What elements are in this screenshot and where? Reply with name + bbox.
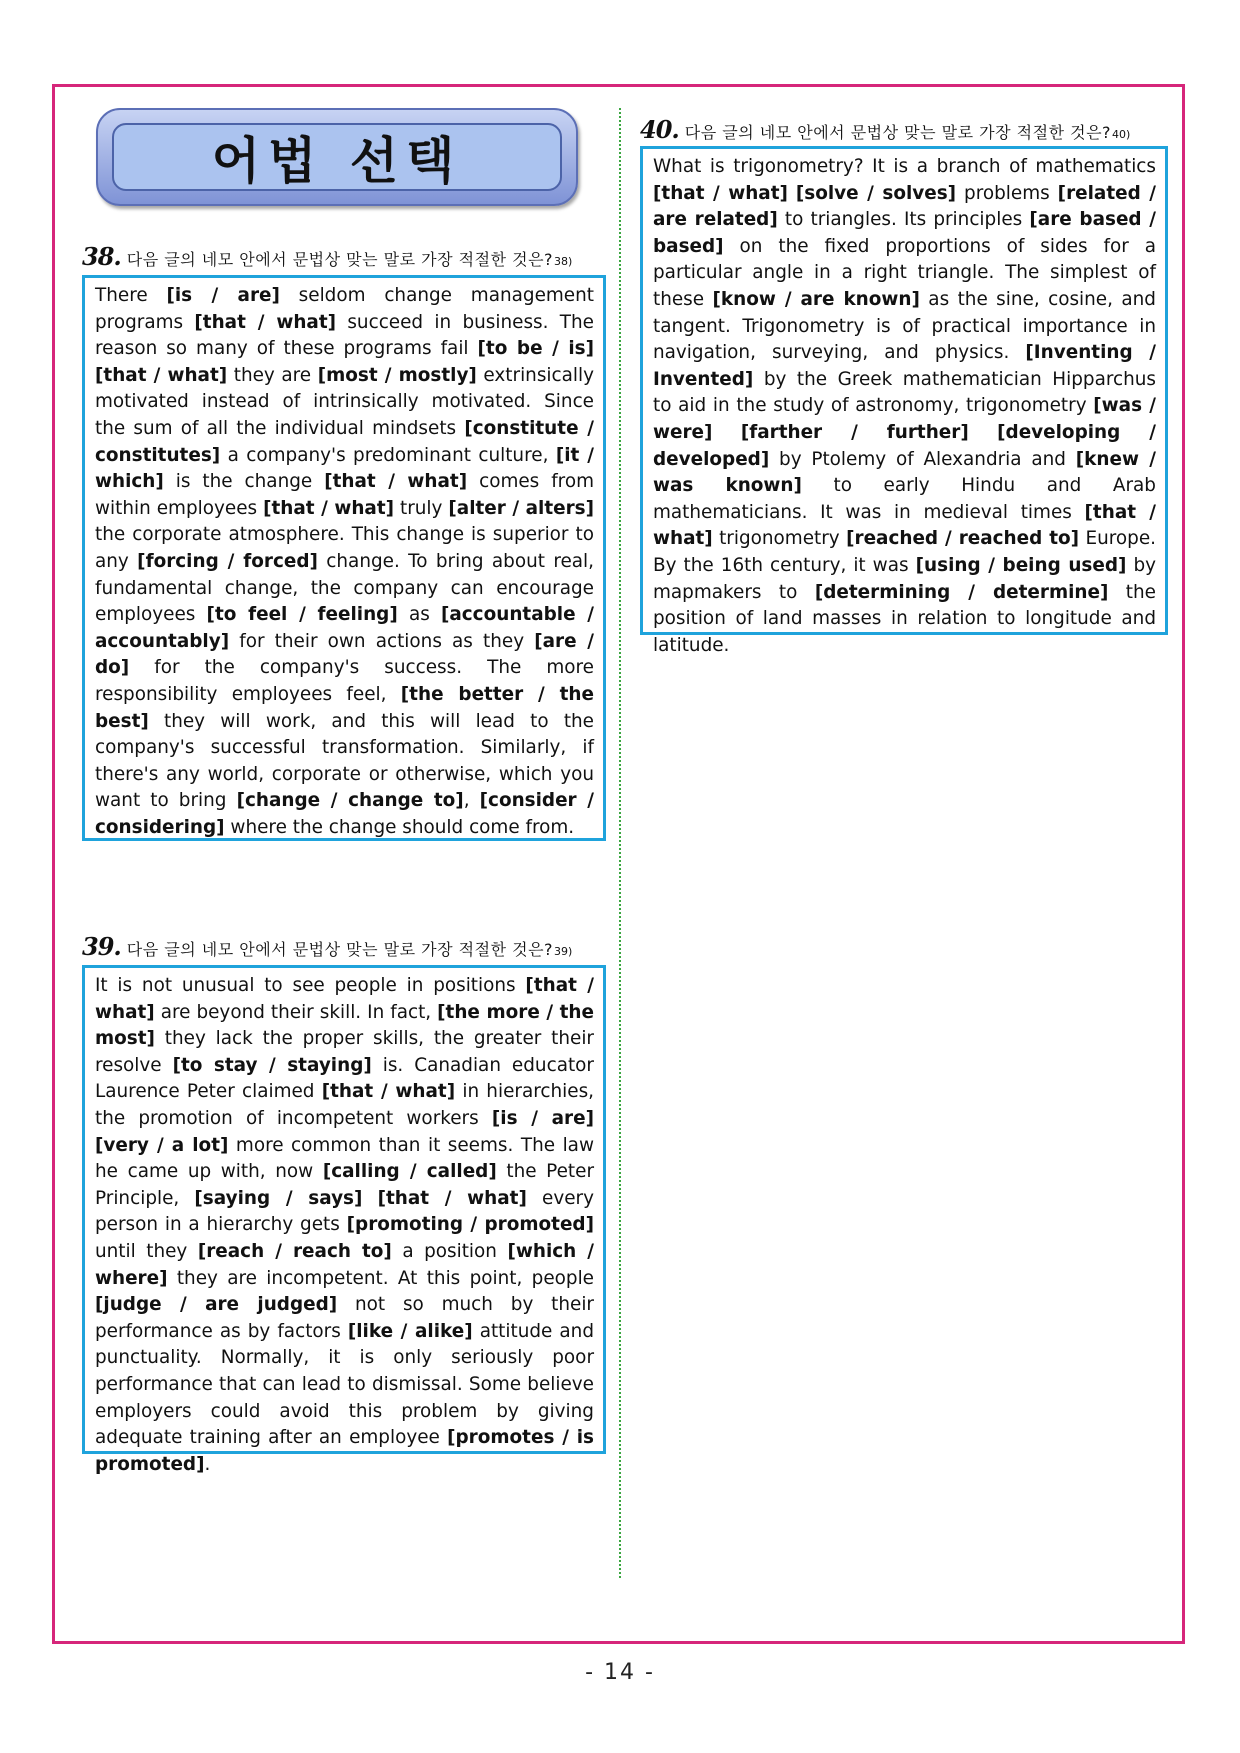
answer-choice: [change / change to] [236, 790, 464, 812]
answer-choice: [constitute / constitutes] [95, 417, 594, 466]
answer-choice: [that / what] [324, 471, 468, 493]
answer-choice: [which / where] [95, 1240, 595, 1289]
footnote-ref: 38) [554, 255, 573, 268]
passage-text: every person in a hierarchy gets [95, 1187, 594, 1236]
answer-choice: [are / do] [95, 630, 594, 679]
passage-text [712, 422, 740, 443]
answer-choice: [like / alike] [347, 1320, 473, 1342]
footnote-ref: 39) [554, 945, 573, 958]
passage-text: to triangles. Its principles [777, 209, 1030, 231]
question-header [82, 932, 572, 961]
question-prompt: 다음 글의 네모 안에서 문법상 맞는 말로 가장 적절한 것은? [126, 940, 554, 959]
answer-choice: [knew / was known] [653, 448, 1157, 497]
passage-text: succeed in business. The reason so many of these programs fail [95, 311, 594, 360]
answer-choice: [is / are] [491, 1107, 594, 1129]
passage-text: by the Greek mathematician Hipparchus to aid in the study of astronomy, trigonometry [653, 368, 1156, 417]
question-passage [82, 965, 606, 1475]
answer-choice: [consider / considering] [95, 790, 594, 838]
answer-choice: [that / what] [653, 501, 1156, 550]
title-banner [96, 108, 578, 206]
passage-text: a company's predominant culture, [220, 444, 556, 466]
answer-choice: [to feel / feeling] [206, 604, 398, 626]
passage-text [362, 1188, 377, 1209]
question-number: 39. [82, 932, 121, 961]
passage-text: What is trigonometry? It is a branch of mathematics [653, 156, 1156, 177]
passage-text: in hierarchies, the promotion of incompetent workers [95, 1081, 594, 1129]
answer-choice: [that / what] [377, 1187, 527, 1209]
answer-choice: [saying / says] [194, 1187, 363, 1209]
answer-choice: [developing / developed] [653, 421, 1156, 470]
passage-text: where the change should come from. [224, 816, 575, 838]
answer-choice: [using / being used] [915, 554, 1127, 576]
answer-choice: [know / are known] [712, 288, 920, 310]
answer-choice: [that / what] [263, 497, 395, 519]
passage-text: for their own actions as they [229, 630, 535, 652]
passage-text: as the sine, cosine, and tangent. Trigonometry is of practical importance in navigation, surveying, and physics. [653, 288, 1156, 364]
question-prompt: 다음 글의 네모 안에서 문법상 맞는 말로 가장 적절한 것은? [126, 250, 554, 269]
passage-text: Europe. By the 16th century, it was [653, 528, 1156, 576]
passage-text: for the company's success. The more responsibility employees feel, [95, 657, 594, 705]
passage-text [788, 183, 796, 204]
passage-text: comes from within employees [95, 471, 595, 519]
passage-text: more common than it seems. The law he came up with, now [95, 1134, 594, 1183]
answer-choice: [alter / alters] [448, 497, 595, 519]
passage-text: truly [394, 497, 449, 519]
passage-text: they lack the proper skills, the greater their resolve [95, 1028, 594, 1076]
answer-choice: [the more / the most] [95, 1001, 594, 1050]
passage-text: as [397, 604, 441, 626]
question-header [82, 242, 572, 271]
question-header [640, 115, 1130, 144]
answer-choice: [farther / further] [740, 421, 969, 443]
passage-text [969, 422, 997, 443]
answer-choice: [related / are related] [653, 182, 1156, 231]
passage-text: change. To bring about real, fundamental change, the company can encourage employees [95, 550, 595, 626]
passage-text: trigonometry [712, 528, 847, 550]
answer-choice: [calling / called] [322, 1161, 497, 1183]
answer-choice: [that / what] [194, 311, 337, 333]
passage-text: There [95, 285, 167, 306]
question-number: 40. [640, 115, 679, 144]
passage-text: they will work, and this will lead to the company's successful transformation. Similarly, if there's any world, corporate or otherwise, which you want to bring [95, 710, 594, 812]
passage-text: a position [391, 1240, 508, 1262]
passage-text: It is not unusual to see people in positions [95, 975, 526, 996]
column-divider [619, 108, 621, 1578]
answer-choice: [to be / is] [477, 338, 594, 360]
answer-choice: [Inventing / Invented] [653, 342, 1156, 390]
question-passage [640, 146, 1168, 656]
answer-choice: [determining / determine] [814, 581, 1109, 603]
passage-text: extrinsically motivated instead of intrinsically motivated. Since the sum of all the individual mindsets [95, 364, 595, 439]
passage-text: until they [95, 1240, 198, 1262]
answer-choice: [reach / reach to] [197, 1240, 392, 1262]
passage-text: by mapmakers to [653, 554, 1156, 603]
passage-text: they are [227, 364, 318, 386]
passage-text: on the fixed proportions of sides for a particular angle in a right triangle. The simplest of these [653, 235, 1156, 310]
answer-choice: [to stay / staying] [172, 1054, 372, 1076]
passage-text: is. Canadian educator Laurence Peter claimed [95, 1054, 594, 1103]
page-number: - 14 - [585, 1660, 655, 1685]
answer-choice: [is / are] [166, 285, 280, 306]
answer-choice: [that / what] [95, 364, 228, 386]
answer-choice: [promotes / is promoted] [95, 1427, 594, 1475]
answer-choice: [accountable / accountably] [95, 604, 594, 652]
answer-choice: [it / which] [95, 444, 595, 493]
passage-text: the position of land masses in relation to longitude and latitude. [653, 581, 1156, 656]
answer-choice: [that / what] [653, 182, 788, 204]
passage-text: are beyond their skill. In fact, [154, 1001, 438, 1023]
answer-choice: [solve / solves] [795, 182, 957, 204]
answer-choice: [most / mostly] [317, 364, 477, 386]
answer-choice: [was / were] [653, 395, 1156, 443]
answer-choice: [are based / based] [653, 209, 1157, 257]
passage-text: the corporate atmosphere. This change is superior to any [95, 524, 594, 572]
question-number: 38. [82, 242, 121, 271]
answer-choice: [judge / are judged] [95, 1294, 338, 1316]
passage-text: to early Hindu and Arab mathematicians. It was in medieval times [653, 475, 1156, 523]
answer-choice: [forcing / forced] [137, 550, 318, 572]
answer-choice: [that / what] [95, 975, 594, 1023]
question-prompt: 다음 글의 네모 안에서 문법상 맞는 말로 가장 적절한 것은? [684, 123, 1112, 142]
passage-text: seldom change management programs [95, 285, 594, 333]
passage-text: . [204, 1453, 211, 1475]
answer-choice: [that / what] [321, 1081, 456, 1103]
passage-text: the Peter Principle, [95, 1161, 595, 1209]
question-passage [82, 275, 606, 841]
passage-text: attitude and punctuality. Normally, it is only seriously poor performance that can lead to dismissal. Some believe employers could avoid this problem by giving adequate training after an employee [95, 1320, 594, 1449]
passage-text: not so much by their performance as by factors [95, 1294, 594, 1342]
passage-text: they are incompetent. At this point, people [167, 1267, 594, 1289]
answer-choice: [very / a lot] [95, 1134, 229, 1156]
passage-text: is the change [163, 471, 325, 493]
page-title: 어법 선택 [112, 123, 562, 191]
answer-choice: [reached / reached to] [846, 528, 1080, 550]
passage-text: problems [956, 182, 1058, 204]
passage-text: , [463, 790, 480, 812]
answer-choice: [promoting / promoted] [346, 1214, 594, 1236]
passage-text: by Ptolemy of Alexandria and [769, 448, 1076, 470]
footnote-ref: 40) [1112, 128, 1131, 141]
answer-choice: [the better / the best] [95, 683, 594, 732]
